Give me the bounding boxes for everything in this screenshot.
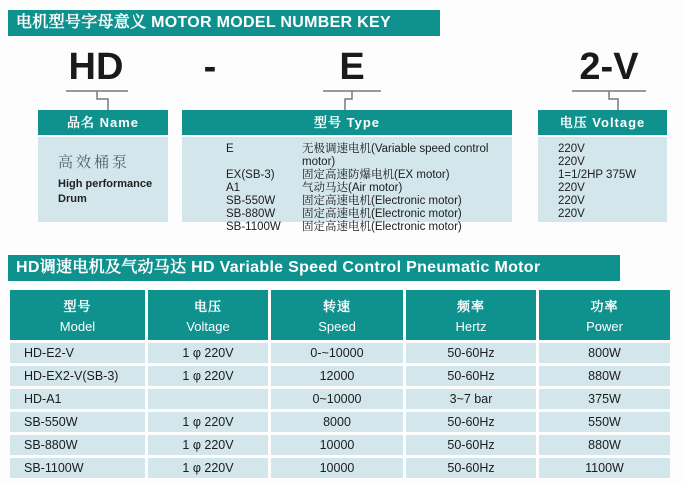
type-desc: 气动马达(Air motor) bbox=[302, 182, 403, 194]
cell-hertz: 3~7 bar bbox=[406, 389, 536, 409]
model-code-separator: - bbox=[203, 46, 217, 88]
column-header-hertz: 频率 Hertz bbox=[406, 290, 536, 340]
model-code-prefix: HD bbox=[68, 46, 124, 88]
cell-hertz: 50-60Hz bbox=[406, 343, 536, 363]
cell-model: HD-E2-V bbox=[10, 343, 145, 363]
cell-speed: 0-~10000 bbox=[271, 343, 403, 363]
type-code: A1 bbox=[226, 182, 241, 194]
type-desc: 无极调速电机(Variable speed control motor) bbox=[302, 143, 489, 168]
cell-model: SB-1100W bbox=[10, 458, 145, 478]
cell-voltage: 1 φ 220V bbox=[148, 412, 268, 432]
cell-speed: 0~10000 bbox=[271, 389, 403, 409]
type-desc: 固定高速电机(Electronic motor) bbox=[302, 208, 462, 220]
type-code: SB-1100W bbox=[226, 221, 281, 233]
cell-voltage: 1 φ 220V bbox=[148, 458, 268, 478]
voltage-value: 220V bbox=[558, 182, 585, 194]
key-body-type bbox=[182, 137, 512, 233]
cell-power: 880W bbox=[539, 366, 670, 386]
spec-table bbox=[10, 290, 672, 478]
cell-model: SB-880W bbox=[10, 435, 145, 455]
key-body-name bbox=[38, 137, 168, 222]
cell-power: 880W bbox=[539, 435, 670, 455]
cell-speed: 10000 bbox=[271, 458, 403, 478]
cell-power: 375W bbox=[539, 389, 670, 409]
cell-model: HD-A1 bbox=[10, 389, 145, 409]
cell-power: 800W bbox=[539, 343, 670, 363]
product-name-en: High performance bbox=[58, 178, 153, 190]
cell-voltage: 1 φ 220V bbox=[148, 366, 268, 386]
column-header-power: 功率 Power bbox=[539, 290, 670, 340]
key-header-voltage: 电压 Voltage bbox=[538, 110, 667, 135]
column-header-voltage: 电压 Voltage bbox=[148, 290, 268, 340]
model-code-type: E bbox=[339, 46, 365, 88]
section2-title-bar bbox=[8, 255, 620, 281]
cell-power: 550W bbox=[539, 412, 670, 432]
cell-hertz: 50-60Hz bbox=[406, 458, 536, 478]
key-header-type: 型号 Type bbox=[182, 110, 512, 135]
column-header-speed: 转速 Speed bbox=[271, 290, 403, 340]
type-code: SB-550W bbox=[226, 195, 276, 207]
type-row bbox=[182, 208, 512, 221]
section2-title: HD调速电机及气动马达 HD Variable Speed Control Pneumatic Motor bbox=[16, 259, 541, 276]
product-name-en: Drum bbox=[58, 193, 87, 205]
key-header-name: 品名 Name bbox=[38, 110, 168, 135]
cell-model: HD-EX2-V(SB-3) bbox=[10, 366, 145, 386]
key-body-voltage bbox=[538, 137, 667, 222]
cell-model: SB-550W bbox=[10, 412, 145, 432]
type-row bbox=[182, 221, 512, 234]
type-row bbox=[182, 182, 512, 195]
cell-hertz: 50-60Hz bbox=[406, 366, 536, 386]
type-row bbox=[182, 169, 512, 182]
model-code-voltage: 2-V bbox=[579, 46, 639, 88]
voltage-value: 220V bbox=[558, 156, 585, 168]
type-desc: 固定高速电机(Electronic motor) bbox=[302, 221, 462, 233]
type-row bbox=[182, 195, 512, 208]
type-code: SB-880W bbox=[226, 208, 276, 220]
voltage-value: 1=1/2HP 375W bbox=[558, 169, 637, 181]
type-desc: 固定高速电机(Electronic motor) bbox=[302, 195, 462, 207]
voltage-value: 220V bbox=[558, 208, 585, 220]
cell-speed: 12000 bbox=[271, 366, 403, 386]
cell-speed: 8000 bbox=[271, 412, 403, 432]
section1-title-bar bbox=[8, 10, 440, 36]
cell-power: 1100W bbox=[539, 458, 670, 478]
type-code: EX(SB-3) bbox=[226, 169, 275, 181]
cell-speed: 10000 bbox=[271, 435, 403, 455]
cell-hertz: 50-60Hz bbox=[406, 412, 536, 432]
cell-voltage: 1 φ 220V bbox=[148, 435, 268, 455]
voltage-value: 220V bbox=[558, 143, 585, 155]
type-row bbox=[182, 143, 512, 169]
voltage-value: 220V bbox=[558, 195, 585, 207]
section1-title: 电机型号字母意义 MOTOR MODEL NUMBER KEY bbox=[16, 14, 391, 31]
product-name-cn: 高效桶泵 bbox=[58, 155, 131, 171]
cell-voltage: 1 φ 220V bbox=[148, 343, 268, 363]
cell-hertz: 50-60Hz bbox=[406, 435, 536, 455]
column-header-model: 型号 Model bbox=[10, 290, 145, 340]
cell-voltage bbox=[148, 389, 268, 409]
type-desc: 固定高速防爆电机(EX motor) bbox=[302, 169, 450, 181]
type-code: E bbox=[226, 143, 234, 155]
